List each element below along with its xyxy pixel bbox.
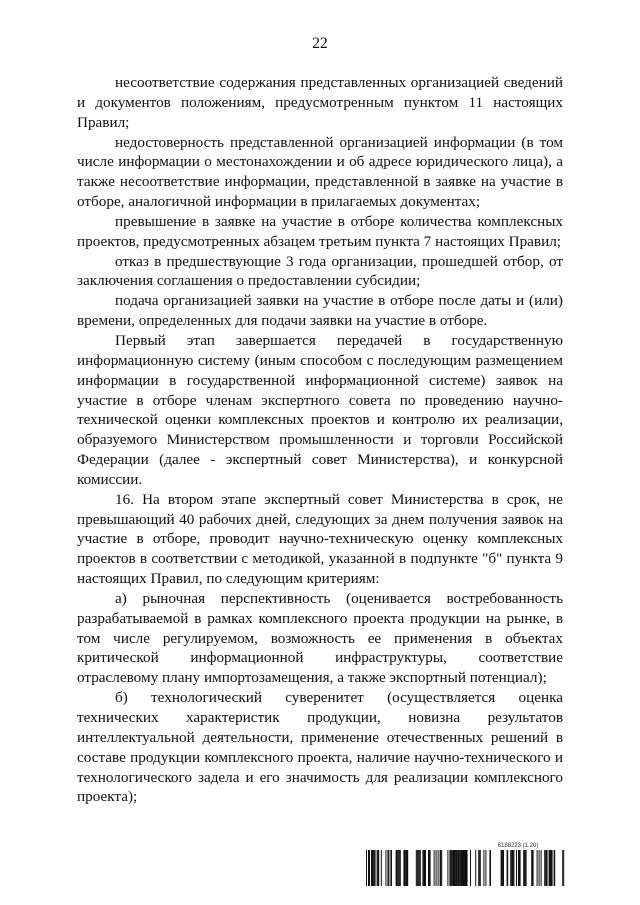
- barcode-bar: [449, 850, 450, 886]
- barcode-bar: [480, 850, 481, 886]
- barcode-bar: [399, 850, 401, 886]
- barcode-bar: [518, 850, 519, 886]
- barcode-bar: [456, 850, 458, 886]
- barcode-bar: [451, 850, 452, 886]
- barcode-bar: [423, 850, 425, 886]
- barcode-bar: [507, 850, 509, 886]
- barcode-bar: [369, 850, 370, 886]
- barcode-bar: [516, 850, 517, 886]
- barcode-bar: [378, 850, 380, 886]
- barcode-bar: [549, 850, 551, 886]
- barcode-bar: [396, 850, 398, 886]
- barcode-bar: [387, 850, 388, 886]
- barcode-bar: [483, 850, 484, 886]
- barcode-bar: [428, 850, 429, 886]
- barcode-bar: [419, 850, 420, 886]
- barcode-bar: [420, 850, 421, 886]
- barcode-bar: [460, 850, 461, 886]
- barcode-bar: [372, 850, 374, 886]
- barcode-bar: [457, 850, 459, 886]
- barcode-bar: [510, 850, 512, 886]
- barcode-bar: [523, 850, 525, 886]
- barcode-bar: [436, 850, 437, 886]
- document-code: 6188223 (1.20): [497, 843, 539, 849]
- barcode-bar: [417, 850, 418, 886]
- barcode-bar: [371, 850, 372, 886]
- barcode-bar: [541, 850, 542, 886]
- barcode-bar: [489, 850, 491, 886]
- barcode-bar: [513, 850, 514, 886]
- barcode-bar: [381, 850, 382, 886]
- barcode-bar: [454, 850, 456, 886]
- barcode-bar: [390, 850, 392, 886]
- barcode-bar: [501, 850, 503, 886]
- barcode-bar: [475, 850, 476, 886]
- barcode-bar: [438, 850, 439, 886]
- barcode-bar: [447, 850, 448, 886]
- barcode-bar: [450, 850, 451, 886]
- barcode-bar: [368, 850, 369, 886]
- barcode-bar: [385, 850, 386, 886]
- barcode-bar: [366, 850, 367, 886]
- paragraph-unreliability: недостоверность представленной организацией информации (в том числе информации о местонахождении и об адресе юридического лица), а также несоответствие информации, представленной в заявке на участие в отборе, аналогичной информации в прилагаемых документах;: [77, 133, 563, 211]
- barcode-bar: [531, 850, 533, 886]
- barcode-bar: [464, 850, 465, 886]
- paragraph-clause-16: 16. На втором этапе экспертный совет Министерства в срок, не превышающий 40 рабочих дней, следующих за днем получения заявок на участие в отборе, проводит научно-техническую оценку комплексных проектов в соответствии с методикой, указанной в подпункте "б" пункта 9 настоящих Правил, по следующим критериям:: [77, 490, 563, 588]
- barcode-bar: [461, 850, 463, 886]
- barcode-bar: [452, 850, 454, 886]
- barcode-bar: [465, 850, 466, 886]
- barcode-bar: [466, 850, 468, 886]
- barcode-bar: [562, 850, 563, 886]
- paragraph-prior-refusal: отказ в предшествующие 3 года организации, прошедшей отбор, от заключения соглашения о предоставлении субсидии;: [77, 252, 563, 290]
- barcode-bar: [563, 850, 564, 886]
- barcode-bar: [503, 850, 504, 886]
- barcode-bar: [416, 850, 417, 886]
- paragraph-excess-projects: превышение в заявке на участие в отборе количества комплексных проектов, предусмотренных абзацем третьим пункта 7 настоящих Правил;: [77, 212, 563, 250]
- barcode-bar: [422, 850, 423, 886]
- barcode-bar: [554, 850, 556, 886]
- barcode-bar: [539, 850, 540, 886]
- paragraph-criterion-a: а) рыночная перспективность (оценивается востребованность разрабатываемой в рамках комплексного проекта продукции на рынке, в том числе регулируемом, возможность ее применения в объектах критической информационной инфраструктуры, соответствие отраслевому плану импортозамещения, а также экспортный потенциал);: [77, 589, 563, 687]
- barcode: [366, 850, 566, 886]
- barcode-bar: [519, 850, 521, 886]
- barcode-bar: [551, 850, 553, 886]
- barcode-bar: [512, 850, 514, 886]
- paragraph-late-submission: подача организацией заявки на участие в отборе после даты и (или) времени, определенных для подачи заявки на участие в отборе.: [77, 292, 563, 330]
- barcode-bar: [406, 850, 408, 886]
- paragraph-nonconformity: несоответствие содержания представленных организацией сведений и документов положениям, предусмотренным пунктом 11 настоящих Правил;: [77, 74, 563, 131]
- paragraph-first-stage: Первый этап завершается передачей в государственную информационную систему (иным способом с последующим размещением информации в государственной информационной системе) заявок на участие в отборе членам экспертного совета по проведению научно-технической оценки комплексных проектов и контролю их реализации, образуемого Министерством промышленности и торговли Российской Федерации (далее - экспертный совет Министерства), и конкурсной комиссии.: [77, 331, 563, 488]
- barcode-bar: [375, 850, 376, 886]
- barcode-bar: [544, 850, 545, 886]
- barcode-bar: [463, 850, 464, 886]
- barcode-bar: [377, 850, 378, 886]
- document-body: [77, 73, 563, 807]
- paragraph-criterion-b: б) технологический суверенитет (осуществляется оценка технических характеристик продукции, новизна результатов интеллектуальной деятельности, применение отечественных решений в составе продукции комплексного проекта, наличие научно-технического и технологического задела и его значимость для реализации комплексного проекта);: [77, 689, 563, 806]
- page-number: 22: [312, 35, 328, 52]
- barcode-bar: [485, 850, 486, 886]
- barcode-bar: [398, 850, 399, 886]
- barcode-bar: [388, 850, 389, 886]
- barcode-bar: [440, 850, 442, 886]
- barcode-bar: [441, 850, 442, 886]
- barcode-bar: [526, 850, 527, 886]
- barcode-bar: [429, 850, 431, 886]
- barcode-bar: [403, 850, 405, 886]
- barcode-bar: [425, 850, 426, 886]
- barcode-bar: [537, 850, 538, 886]
- barcode-bar: [418, 850, 419, 886]
- barcode-bar: [478, 850, 480, 886]
- barcode-bar: [545, 850, 547, 886]
- barcode-bar: [397, 850, 398, 886]
- barcode-bar: [374, 850, 375, 886]
- barcode-bar: [470, 850, 471, 886]
- barcode-bar: [434, 850, 435, 886]
